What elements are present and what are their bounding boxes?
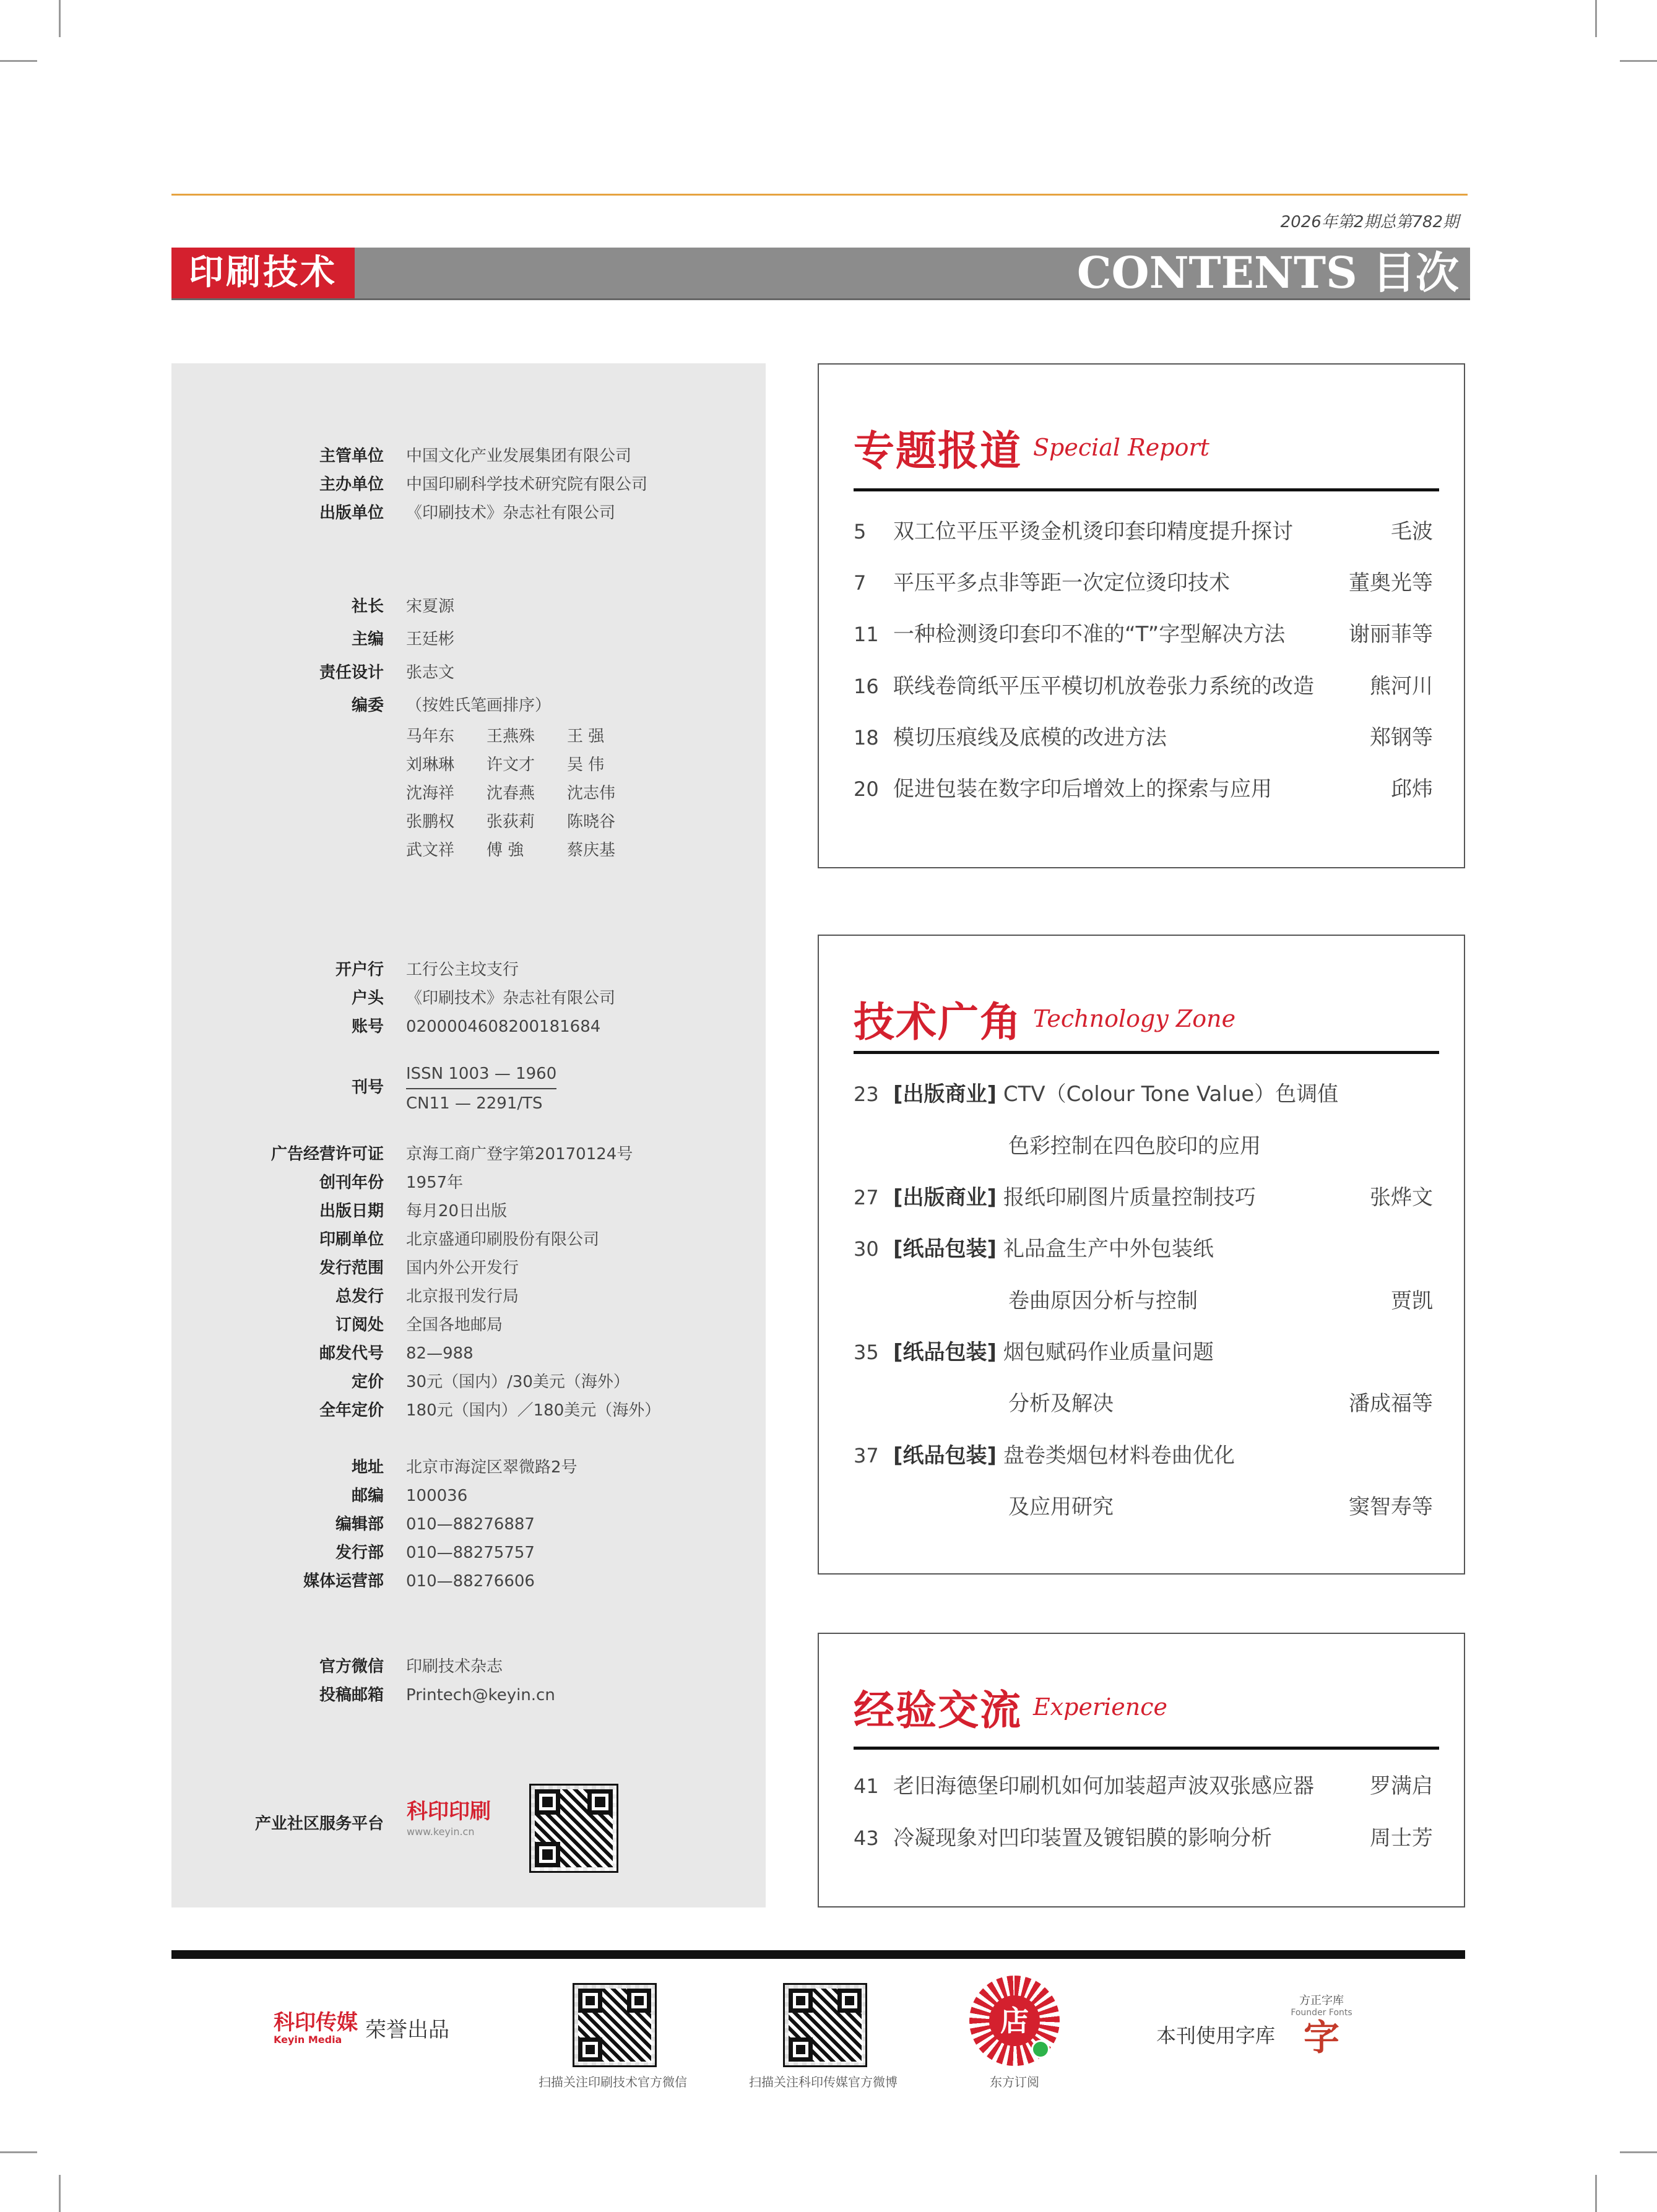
toc-entry-continued[interactable]: 色彩控制在四色胶印的应用 (1008, 1134, 1261, 1159)
crop-mark (1620, 2151, 1657, 2153)
weibo-qr-caption: 扫描关注科印传媒官方微博 (749, 2075, 898, 2089)
toc-entry-continued[interactable]: 卷曲原因分析与控制 贾凯 (1008, 1289, 1433, 1313)
section-technology-zone (818, 935, 1465, 1575)
wechat-qr-caption: 扫描关注印刷技术官方微信 (539, 2075, 687, 2089)
footer-rule (171, 1950, 1465, 1959)
crop-mark (0, 2151, 37, 2153)
toc-entry[interactable]: 11 一种检测烫印套印不准的“T”字型解决方法 谢丽菲等 (854, 622, 1433, 647)
founder-fonts-logo: 方正字库 Founder Fonts 字 (1291, 1994, 1352, 2059)
crop-mark (59, 2175, 61, 2212)
keyin-platform-logo[interactable]: 科印印刷 www.keyin.cn (407, 1799, 491, 1838)
cn-number: CN11 — 2291/TS (406, 1094, 543, 1113)
issn-block (406, 1060, 556, 1118)
shop-badge-icon (1031, 2040, 1050, 2059)
toc-entry[interactable]: 27 [出版商业] 报纸印刷图片质量控制技巧 张烨文 (854, 1185, 1433, 1210)
platform-qr-code (529, 1784, 618, 1873)
toc-entry[interactable]: 43 冷凝现象对凹印装置及镀铝膜的影响分析 周士芳 (854, 1826, 1433, 1851)
editorial-board (406, 722, 647, 865)
toc-entry-continued[interactable]: 分析及解决 潘成福等 (1008, 1391, 1433, 1416)
section-special-report (818, 363, 1465, 868)
toc-entry-continued[interactable]: 及应用研究 窦智寿等 (1008, 1495, 1433, 1519)
toc-entry[interactable]: 41 老旧海德堡印刷机如何加装超声波双张感应器 罗满启 (854, 1774, 1433, 1799)
section-rule (854, 1051, 1439, 1054)
toc-entry[interactable]: 30 [纸品包装] 礼品盒生产中外包装纸 (854, 1237, 1214, 1261)
toc-entry[interactable]: 5 双工位平压平烫金机烫印套印精度提升探讨 毛波 (854, 519, 1433, 544)
shop-caption: 东方订阅 (990, 2075, 1039, 2089)
crop-mark (1595, 0, 1597, 37)
header-rule (171, 194, 1468, 196)
crop-mark (0, 60, 37, 62)
board-row: 马年东 王燕殊 王 强 (406, 727, 605, 746)
wechat-qr-code (573, 1983, 657, 2067)
section-rule (854, 1747, 1439, 1750)
masthead-panel: 主管单位 中国文化产业发展集团有限公司 主办单位 中国印刷科学技术研究院有限公司 出版单位 《印刷技术》杂志社有限公司 社长 宋夏源 主编 王廷彬 责任设计 张志文 编委 （按姓氏笔画排序） 马年东 王燕殊 王 强 刘琳琳 许文才 吴 伟 沈海祥 沈春燕 沈志伟 张鹏权 张荻莉 陈晓谷 武文祥 傅 強 蔡庆基 开户行 工行公主坟支行 户头 《印刷技术》杂志社有限公司 账号 0200004608200181684 刊号 ISSN 1003 — 1960 CN11 — 2291/TS 广告经营许可证 京海工商广登字第20170124号 创刊年份 1957年 出版日期 每月20日出版 印刷单位 北京盛通印刷股份有限公司 发行范围 国内外公开发行 总发行 北京报刊发行局 订阅处 全国各地邮局 邮发代号 82—988 定价 30元（国内）/30美元（海外） 全年定价 180元（国内）／180美元（海外） 地址 北京市海淀区翠微路2号 邮编 100036 编辑部 010—88276887 发行部 010—88275757 媒体运营部 010—88276606 官方微信 印刷技术杂志 投稿邮箱 Printech@keyin.cn 产业社区服务平台 科印印刷 www.keyin.cn (171, 363, 766, 1907)
board-row: 张鹏权 张荻莉 陈晓谷 (406, 813, 616, 831)
header-banner (171, 248, 1470, 300)
section-heading: 经验交流 Experience (854, 1687, 1168, 1734)
toc-entry[interactable]: 37 [纸品包装] 盘卷类烟包材料卷曲优化 (854, 1443, 1235, 1468)
toc-entry[interactable]: 20 促进包装在数字印后增效上的探索与应用 邱炜 (854, 777, 1433, 801)
board-row: 沈海祥 沈春燕 沈志伟 (406, 784, 616, 803)
keyin-media-logo: 科印传媒 Keyin Media (274, 2010, 358, 2046)
toc-entry[interactable]: 16 联线卷筒纸平压平模切机放卷张力系统的改造 熊河川 (854, 674, 1433, 699)
toc-entry[interactable]: 23 [出版商业] CTV（Colour Tone Value）色调值 (854, 1082, 1339, 1107)
crop-mark (1620, 60, 1657, 62)
section-rule (854, 488, 1439, 491)
toc-entry[interactable]: 35 [纸品包装] 烟包赋码作业质量问题 (854, 1340, 1214, 1365)
contents-title: CONTENTS 目次 (1076, 247, 1459, 298)
font-credit-text: 本刊使用字库 (1156, 2024, 1276, 2047)
toc-entry[interactable]: 7 平压平多点非等距一次定位烫印技术 董奥光等 (854, 571, 1433, 595)
keyin-media-brand: 科印传媒 Keyin Media 荣誉出品 (274, 2010, 449, 2046)
section-experience (818, 1633, 1465, 1907)
issn: ISSN 1003 — 1960 (406, 1060, 556, 1089)
magazine-title: 印刷技术 (171, 248, 355, 298)
section-heading: 专题报道 Special Report (854, 427, 1209, 475)
section-heading: 技术广角 Technology Zone (854, 998, 1236, 1046)
crop-mark (1595, 2175, 1597, 2212)
weibo-qr-code (783, 1983, 867, 2067)
board-row: 武文祥 傅 強 蔡庆基 (406, 841, 616, 860)
crop-mark (59, 0, 61, 37)
board-row: 刘琳琳 许文才 吴 伟 (406, 756, 605, 774)
toc-entry[interactable]: 18 模切压痕线及底模的改进方法 郑钢等 (854, 725, 1433, 750)
shop-icon: 店 (969, 1976, 1060, 2066)
issue-number: 2026年第2期总第782期 (1280, 213, 1459, 231)
